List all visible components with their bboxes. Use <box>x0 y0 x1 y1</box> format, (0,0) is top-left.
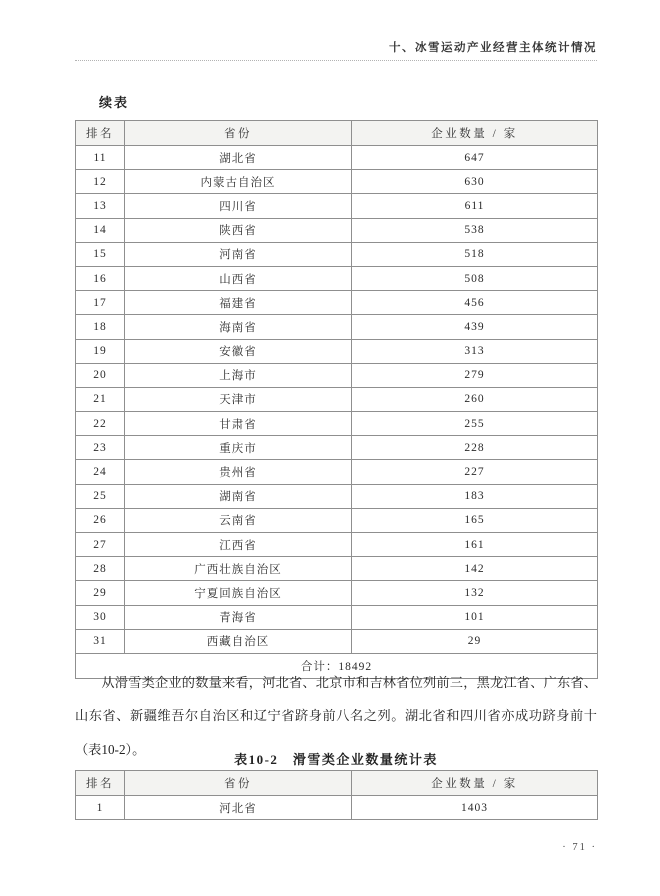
table-row <box>76 629 598 653</box>
table-cell: 青海省 <box>125 605 352 629</box>
column-header-province: 省份 <box>125 771 352 796</box>
table-cell: 279 <box>352 363 598 387</box>
table-row <box>76 242 598 266</box>
table-cell: 1 <box>76 796 125 820</box>
table-cell: 云南省 <box>125 508 352 532</box>
table-cell: 25 <box>76 484 125 508</box>
column-header-enterprise-count: 企业数量 / 家 <box>352 771 598 796</box>
table-cell: 142 <box>352 557 598 581</box>
table-cell: 28 <box>76 557 125 581</box>
table-cell: 天津市 <box>125 387 352 411</box>
paragraph-line: 山东省、新疆维吾尔自治区和辽宁省跻身前八名之列。湖北省和四川省亦成功跻身前十 <box>75 708 597 724</box>
table-cell: 508 <box>352 266 598 290</box>
table-cell: 647 <box>352 146 598 170</box>
province-enterprise-table-wrapper <box>75 120 598 679</box>
table-caption: 表10-2 滑雪类企业数量统计表 <box>234 752 438 767</box>
column-header-province: 省份 <box>125 121 352 146</box>
table-cell: 上海市 <box>125 363 352 387</box>
column-header-rank: 排名 <box>76 121 125 146</box>
ski-enterprise-table <box>75 770 598 820</box>
table-row <box>76 315 598 339</box>
table-cell: 630 <box>352 170 598 194</box>
table-row <box>76 266 598 290</box>
table-cell: 甘肃省 <box>125 412 352 436</box>
table-cell: 陕西省 <box>125 218 352 242</box>
table-row <box>76 436 598 460</box>
table-row <box>76 508 598 532</box>
paragraph-line: 从滑雪类企业的数量来看，河北省、北京市和吉林省位列前三，黑龙江省、广东省、 <box>101 675 597 690</box>
table-cell: 19 <box>76 339 125 363</box>
header-divider <box>75 60 597 61</box>
continued-table-label: 续表 <box>99 95 130 110</box>
table-cell: 21 <box>76 387 125 411</box>
table-cell: 132 <box>352 581 598 605</box>
table-cell: 20 <box>76 363 125 387</box>
table-cell: 1403 <box>352 796 598 820</box>
table-cell: 内蒙古自治区 <box>125 170 352 194</box>
table-header-row <box>76 771 598 796</box>
table-row <box>76 605 598 629</box>
table-cell: 611 <box>352 194 598 218</box>
table-cell: 12 <box>76 170 125 194</box>
table-row <box>76 484 598 508</box>
table-cell: 河南省 <box>125 242 352 266</box>
table-cell: 31 <box>76 629 125 653</box>
table-cell: 广西壮族自治区 <box>125 557 352 581</box>
table-cell: 183 <box>352 484 598 508</box>
table-cell: 227 <box>352 460 598 484</box>
table-cell: 27 <box>76 533 125 557</box>
table-row <box>76 387 598 411</box>
table-cell: 河北省 <box>125 796 352 820</box>
table-cell: 228 <box>352 436 598 460</box>
table-cell: 313 <box>352 339 598 363</box>
table-cell: 101 <box>352 605 598 629</box>
table-cell: 13 <box>76 194 125 218</box>
table-cell: 15 <box>76 242 125 266</box>
table-cell: 260 <box>352 387 598 411</box>
table-row <box>76 291 598 315</box>
table-total-cell: 合计：18492 <box>76 653 598 678</box>
table-cell: 26 <box>76 508 125 532</box>
table-cell: 439 <box>352 315 598 339</box>
table-cell: 161 <box>352 533 598 557</box>
table-cell: 江西省 <box>125 533 352 557</box>
table-cell: 湖南省 <box>125 484 352 508</box>
table-cell: 14 <box>76 218 125 242</box>
table-cell: 18 <box>76 315 125 339</box>
page-number: · 71 · <box>562 842 597 853</box>
table-cell: 17 <box>76 291 125 315</box>
table-cell: 29 <box>76 581 125 605</box>
column-header-rank: 排名 <box>76 771 125 796</box>
table-cell: 海南省 <box>125 315 352 339</box>
table-header-row <box>76 121 598 146</box>
table-row <box>76 218 598 242</box>
table-cell: 重庆市 <box>125 436 352 460</box>
table-row <box>76 194 598 218</box>
table-row <box>76 170 598 194</box>
table-cell: 四川省 <box>125 194 352 218</box>
table-cell: 255 <box>352 412 598 436</box>
table-cell: 456 <box>352 291 598 315</box>
table-cell: 16 <box>76 266 125 290</box>
table-cell: 山西省 <box>125 266 352 290</box>
table-cell: 23 <box>76 436 125 460</box>
table-row <box>76 363 598 387</box>
table-row <box>76 796 598 820</box>
table-cell: 湖北省 <box>125 146 352 170</box>
province-enterprise-table <box>75 120 598 679</box>
table-cell: 11 <box>76 146 125 170</box>
table-cell: 30 <box>76 605 125 629</box>
table-cell: 165 <box>352 508 598 532</box>
table-row <box>76 557 598 581</box>
table-row <box>76 581 598 605</box>
table-cell: 西藏自治区 <box>125 629 352 653</box>
table-cell: 贵州省 <box>125 460 352 484</box>
table-row <box>76 412 598 436</box>
column-header-enterprise-count: 企业数量 / 家 <box>352 121 598 146</box>
table-row <box>76 339 598 363</box>
table-row <box>76 460 598 484</box>
table-cell: 22 <box>76 412 125 436</box>
table-cell: 24 <box>76 460 125 484</box>
table-cell: 安徽省 <box>125 339 352 363</box>
table-cell: 538 <box>352 218 598 242</box>
running-header-title: 十、冰雪运动产业经营主体统计情况 <box>389 42 597 54</box>
ski-enterprise-table-wrapper <box>75 770 598 820</box>
table-cell: 518 <box>352 242 598 266</box>
table-row <box>76 533 598 557</box>
paragraph-line: （表10-2）。 <box>75 741 146 757</box>
table-cell: 29 <box>352 629 598 653</box>
table-row <box>76 146 598 170</box>
table-cell: 福建省 <box>125 291 352 315</box>
table-cell: 宁夏回族自治区 <box>125 581 352 605</box>
